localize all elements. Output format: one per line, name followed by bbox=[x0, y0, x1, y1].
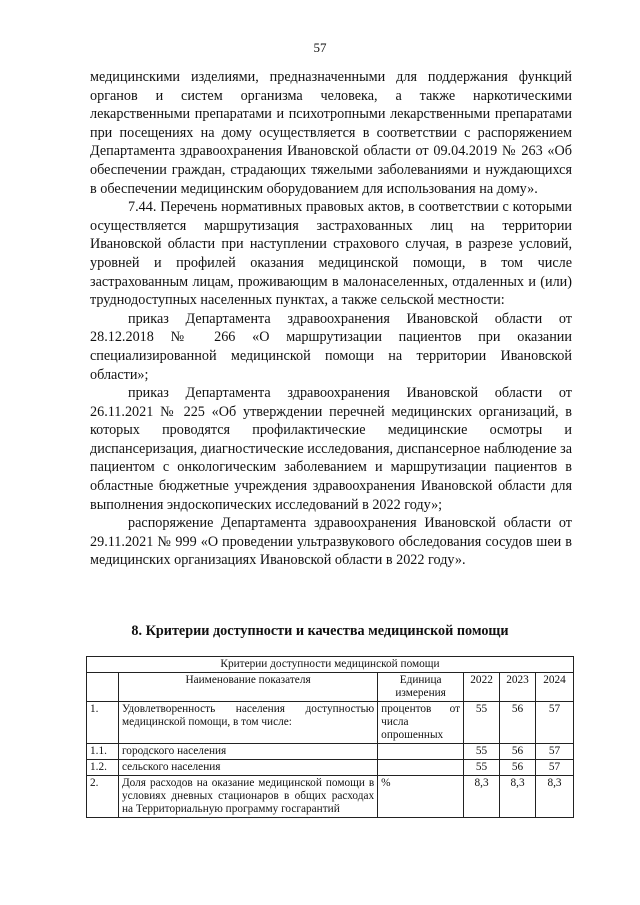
row-name: Доля расходов на оказание медицинской помощи в условиях дневных стационаров в общих расходах на Территориальную программу госгарантий bbox=[118, 776, 377, 818]
row-value-2022: 55 bbox=[464, 744, 500, 760]
paragraph-continuation: медицинскими изделиями, предназначенными для поддержания функций органов и систем организма человека, а также наркотическими лекарственными препаратами и психотропными лекарственными препаратами при посещениях на дому осуществляется в соответствии с распоряжением Департамента здравоохранения Ивановской области от 09.04.2019 № 263 «Об обеспечении граждан, страдающих тяжелыми заболеваниями и нуждающихся в обеспечении медицинским оборудованием для использования на дому». bbox=[90, 69, 572, 197]
paragraph-order-225: приказ Департамента здравоохранения Ивановской области от 26.11.2021 № 225 «Об утверждении перечней медицинских организаций, в которых проводятся профилактические медицинские осмотры и диспансеризация, диагностические исследования, диспансерное наблюдение за пациентом с онкологическим заболеванием и маршрутизации пациентов в областные бюджетные учреждения здравоохранения Ивановской области для выполнения эндоскопических исследований в 2022 году»; bbox=[90, 385, 572, 513]
criteria-table bbox=[86, 656, 574, 818]
row-num: 1. bbox=[87, 702, 119, 744]
row-value-2023: 56 bbox=[500, 760, 536, 776]
table-row bbox=[87, 776, 574, 818]
page-number: 57 bbox=[313, 40, 327, 55]
row-num: 1.1. bbox=[87, 744, 119, 760]
row-value-2024: 57 bbox=[536, 702, 574, 744]
row-name: городского населения bbox=[118, 744, 377, 760]
row-value-2024: 57 bbox=[536, 744, 574, 760]
row-unit: процентов от числа опрошенных bbox=[378, 702, 464, 744]
header-2022: 2022 bbox=[464, 673, 500, 702]
row-name: Удовлетворенность населения доступностью медицинской помощи, в том числе: bbox=[118, 702, 377, 744]
row-value-2023: 8,3 bbox=[500, 776, 536, 818]
header-name: Наименование показателя bbox=[118, 673, 377, 702]
row-value-2022: 55 bbox=[464, 760, 500, 776]
table-row bbox=[87, 702, 574, 744]
header-2023: 2023 bbox=[500, 673, 536, 702]
row-unit bbox=[378, 760, 464, 776]
row-num: 2. bbox=[87, 776, 119, 818]
header-unit: Единица измерения bbox=[378, 673, 464, 702]
body-text bbox=[90, 68, 572, 570]
table-caption: Критерии доступности медицинской помощи bbox=[87, 657, 574, 673]
row-unit: % bbox=[378, 776, 464, 818]
row-value-2022: 55 bbox=[464, 702, 500, 744]
row-value-2022: 8,3 bbox=[464, 776, 500, 818]
table-caption-row bbox=[87, 657, 574, 673]
row-name: сельского населения bbox=[118, 760, 377, 776]
header-2024: 2024 bbox=[536, 673, 574, 702]
section-heading: 8. Критерии доступности и качества медицинской помощи bbox=[131, 623, 509, 639]
table-header-row bbox=[87, 673, 574, 702]
row-num: 1.2. bbox=[87, 760, 119, 776]
row-value-2024: 57 bbox=[536, 760, 574, 776]
paragraph-order-266: приказ Департамента здравоохранения Ивановской области от 28.12.2018 № 266 «О маршрутизации пациентов при оказании специализированной медицинской помощи на территории Ивановской области»; bbox=[90, 310, 572, 383]
row-value-2023: 56 bbox=[500, 744, 536, 760]
row-value-2024: 8,3 bbox=[536, 776, 574, 818]
paragraph-decree-999: распоряжение Департамента здравоохранения Ивановской области от 29.11.2021 № 999 «О проведении ультразвукового обследования сосудов шеи в медицинских организациях Ивановской области в 2022 году». bbox=[90, 515, 572, 569]
row-unit bbox=[378, 744, 464, 760]
header-num bbox=[87, 673, 119, 702]
row-value-2023: 56 bbox=[500, 702, 536, 744]
table-row bbox=[87, 744, 574, 760]
paragraph-7-44: 7.44. Перечень нормативных правовых актов, в соответствии с которыми осуществляется маршрутизация застрахованных лиц на территории Ивановской области при наступлении страхового случая, в разрезе условий, уровней и профилей оказания медицинской помощи, в том числе застрахованным лицам, проживающим в малонаселенных, отдаленных и (или) труднодоступных населенных пунктах, а также сельской местности: bbox=[90, 199, 572, 309]
table-row bbox=[87, 760, 574, 776]
